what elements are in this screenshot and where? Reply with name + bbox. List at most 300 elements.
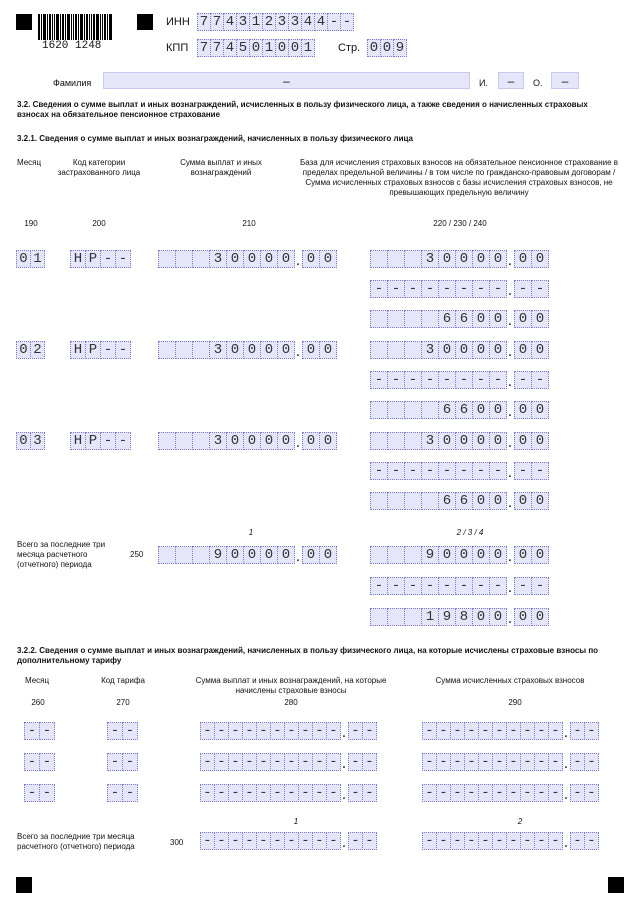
base-civil-contract-field-cell: - — [404, 371, 422, 389]
total-base-limit-field — [370, 546, 548, 564]
contrib-field-cell: - — [478, 784, 493, 802]
base-civil-contract-field — [370, 371, 548, 389]
base-civil-contract-field — [370, 280, 548, 298]
total-sum-field-cell: 0 — [277, 546, 295, 564]
contribution-field-cell: 0 — [472, 492, 490, 510]
month-field-322-cell: - — [24, 753, 40, 771]
contrib-field-cell: - — [534, 784, 549, 802]
total-base-limit-field-cell: 0 — [438, 546, 456, 564]
sum-field — [158, 432, 336, 450]
sum-field-decimal-cell: 0 — [302, 432, 320, 450]
sum-field-cell: 0 — [226, 250, 244, 268]
total-sum-field-cell: 0 — [260, 546, 278, 564]
sum-field-cell: 0 — [277, 250, 295, 268]
total-contrib-field-decimal-cell: - — [584, 832, 599, 850]
contribution-field-cell — [421, 310, 439, 328]
tariff-field-cell: - — [122, 784, 138, 802]
page-digits-cell: 0 — [367, 39, 381, 57]
contribution-field-cell: 6 — [438, 492, 456, 510]
base-limit-field-decimal-cell: 0 — [531, 250, 549, 268]
base-civil-contract-field-cell: - — [438, 462, 456, 480]
inn-digits-cell: 3 — [275, 13, 289, 31]
total-contribution-field-cell: 8 — [455, 608, 473, 626]
contribution-field-decimal-cell: 0 — [531, 310, 549, 328]
total-contrib-field-cell: - — [450, 832, 465, 850]
contribution-field-cell: 0 — [489, 401, 507, 419]
initial-i-label: И. — [479, 78, 488, 88]
contribution-field-cell — [404, 401, 422, 419]
col-contrib-header: Сумма исчисленных страховых взносов — [435, 676, 585, 685]
sum-field-322-decimal-cell: - — [362, 753, 377, 771]
category-field-cell: - — [100, 432, 116, 450]
base-limit-field-decimal-cell: 0 — [514, 341, 532, 359]
contribution-field-cell — [387, 492, 405, 510]
surname-field: – — [103, 72, 470, 89]
tariff-field-cell: - — [122, 753, 138, 771]
contribution-field-cell: 0 — [472, 401, 490, 419]
month-field — [16, 341, 44, 359]
contrib-field-cell: - — [478, 722, 493, 740]
month-field-cell: 0 — [16, 341, 31, 359]
tariff-field-cell: - — [122, 722, 138, 740]
inn-digits-cell: 3 — [288, 13, 302, 31]
decimal-point: . — [507, 464, 513, 481]
contrib-field-cell: - — [436, 722, 451, 740]
sum-field-322-cell: - — [284, 722, 299, 740]
total-sum-field-cell — [158, 546, 176, 564]
sum-field-322-decimal-cell: - — [348, 722, 363, 740]
kpp-digits-cell: 0 — [275, 39, 289, 57]
inn-digits — [197, 13, 353, 31]
month-field-cell: 3 — [30, 432, 45, 450]
total-sum-field-322-cell: - — [214, 832, 229, 850]
tariff-field-cell: - — [107, 784, 123, 802]
tariff-field — [107, 784, 137, 802]
inn-digits-cell: 1 — [249, 13, 263, 31]
page-digits-cell: 9 — [393, 39, 407, 57]
sum-field-322-cell: - — [256, 753, 271, 771]
contrib-field-decimal-cell: - — [584, 722, 599, 740]
sum-field-cell: 3 — [209, 432, 227, 450]
total-base-limit-field-cell — [404, 546, 422, 564]
code-280: 280 — [284, 698, 298, 707]
col-sum-header-322: Сумма выплат и иных вознаграждений, на которые начислены страховые взносы — [195, 676, 387, 695]
month-field-322-cell: - — [24, 722, 40, 740]
col-tariff-header: Код тарифа — [101, 676, 145, 685]
decimal-point: . — [563, 724, 569, 741]
page-digits — [367, 39, 406, 57]
sum-field-322-cell: - — [326, 753, 341, 771]
total-base-civil-field-decimal-cell: - — [514, 577, 532, 595]
contrib-field — [422, 753, 598, 771]
sum-field-cell — [158, 250, 176, 268]
month-field-cell: 0 — [16, 250, 31, 268]
contrib-field-decimal-cell: - — [570, 753, 585, 771]
section-3-2-title: 3.2. Сведения о сумме выплат и иных вознаграждений, исчисленных в пользу физического лица, а также сведения о начисленных страховых взносах на обязательное пенсионное страхование — [17, 100, 588, 119]
total-contribution-field-cell: 1 — [421, 608, 439, 626]
total-sum-field-cell — [192, 546, 210, 564]
base-limit-field-cell — [370, 341, 388, 359]
total-contrib-field-cell: - — [534, 832, 549, 850]
total-contrib-field-cell: - — [506, 832, 521, 850]
inn-digits-cell: 4 — [223, 13, 237, 31]
sum-field-cell — [192, 432, 210, 450]
corner-marker-bottom-left — [16, 877, 32, 893]
base-limit-field-cell: 0 — [472, 432, 490, 450]
total-300-label: Всего за последние три месяца расчетного (отчетного) периода — [17, 832, 135, 851]
total-base-limit-field-cell — [370, 546, 388, 564]
month-field-322-cell: - — [24, 784, 40, 802]
total-250-code: 250 — [130, 550, 144, 559]
page-digits-cell: 0 — [380, 39, 394, 57]
col-base-header: База для исчисления страховых взносов на обязательное пенсионное страхование в пределах предельной величины / в том числе по гражданско-правовым договорам / Сумма исчисленных страховых взносов с базы исчисления страховых взносов, не превышающих предельную величину — [299, 158, 619, 197]
decimal-point: . — [507, 312, 513, 329]
kpp-digits-cell: 1 — [301, 39, 315, 57]
col-month-header: Месяц — [16, 158, 42, 167]
contribution-field-cell — [387, 310, 405, 328]
base-civil-contract-field-cell: - — [438, 371, 456, 389]
sum-field-322-cell: - — [312, 753, 327, 771]
base-limit-field — [370, 341, 548, 359]
base-civil-contract-field-cell: - — [421, 280, 439, 298]
base-civil-contract-field-cell: - — [489, 462, 507, 480]
initial-i-field: – — [498, 72, 524, 89]
contribution-field-decimal-cell: 0 — [514, 401, 532, 419]
kpp-digits-cell: 4 — [223, 39, 237, 57]
contribution-field — [370, 492, 548, 510]
section-3-2-1-title: 3.2.1. Сведения о сумме выплат и иных вознаграждений, начисленных в пользу физического лица — [17, 134, 413, 143]
section-3-2-2-title: 3.2.2. Сведения о сумме выплат и иных вознаграждений, начисленных в пользу физического лица, на которые исчислены страховые взносы по дополнительному тарифу — [17, 646, 599, 665]
contrib-field-cell: - — [436, 784, 451, 802]
contribution-field-cell — [421, 492, 439, 510]
contrib-field-cell: - — [492, 722, 507, 740]
base-civil-contract-field-decimal-cell: - — [531, 462, 549, 480]
sum-field-322-cell: - — [284, 784, 299, 802]
contribution-field-cell: 0 — [472, 310, 490, 328]
total-contrib-field — [422, 832, 598, 850]
decimal-point: . — [507, 494, 513, 511]
kpp-digits-cell: 1 — [262, 39, 276, 57]
category-field — [70, 250, 130, 268]
base-limit-field-cell — [387, 432, 405, 450]
contrib-field-cell: - — [492, 753, 507, 771]
total-300-col2-label: 2 — [517, 817, 523, 826]
month-field-322 — [24, 784, 54, 802]
decimal-point: . — [507, 548, 513, 565]
sum-field-decimal-cell: 0 — [302, 341, 320, 359]
total-contribution-field-cell: 0 — [472, 608, 490, 626]
base-civil-contract-field-cell: - — [455, 371, 473, 389]
contrib-field-cell: - — [534, 753, 549, 771]
sum-field-cell: 0 — [260, 432, 278, 450]
base-civil-contract-field — [370, 462, 548, 480]
total-contrib-field-decimal-cell: - — [570, 832, 585, 850]
sum-field-322-cell: - — [242, 753, 257, 771]
kpp-digits-cell: 5 — [236, 39, 250, 57]
base-limit-field-decimal-cell: 0 — [531, 432, 549, 450]
contrib-field-decimal-cell: - — [570, 784, 585, 802]
contribution-field-cell: 6 — [455, 401, 473, 419]
total-sum-field-322-cell: - — [284, 832, 299, 850]
sum-field-322 — [200, 784, 376, 802]
total-sum-field-322 — [200, 832, 376, 850]
sum-field-322-cell: - — [270, 722, 285, 740]
sum-field-322-cell: - — [298, 753, 313, 771]
total-sum-field-322-cell: - — [228, 832, 243, 850]
code-210: 210 — [242, 219, 256, 228]
base-limit-field-cell: 0 — [489, 250, 507, 268]
sum-field-cell — [192, 250, 210, 268]
base-limit-field-cell — [387, 341, 405, 359]
category-field-cell: Р — [85, 250, 101, 268]
base-civil-contract-field-cell: - — [472, 462, 490, 480]
inn-digits-cell: - — [327, 13, 341, 31]
decimal-point: . — [341, 834, 347, 851]
contrib-field-cell: - — [548, 722, 563, 740]
total-base-limit-field-decimal-cell: 0 — [531, 546, 549, 564]
sum-field-322-cell: - — [200, 753, 215, 771]
sum-field-cell — [158, 432, 176, 450]
total-base-limit-field-cell: 0 — [455, 546, 473, 564]
sum-field-322-cell: - — [256, 784, 271, 802]
sum-field-cell — [175, 341, 193, 359]
tariff-field — [107, 722, 137, 740]
contrib-field-cell: - — [422, 753, 437, 771]
total-base-limit-field-cell: 0 — [489, 546, 507, 564]
total-base-limit-field-cell: 0 — [472, 546, 490, 564]
month-field-322-cell: - — [39, 784, 55, 802]
contrib-field-cell: - — [534, 722, 549, 740]
total-contrib-field-cell: - — [464, 832, 479, 850]
base-civil-contract-field-cell: - — [421, 371, 439, 389]
sum-field-322-cell: - — [326, 784, 341, 802]
contrib-field-cell: - — [450, 753, 465, 771]
total-sum-field-322-cell: - — [256, 832, 271, 850]
sum-field-cell — [192, 341, 210, 359]
contribution-field-decimal-cell: 0 — [514, 492, 532, 510]
total-contribution-field-cell: 9 — [438, 608, 456, 626]
contrib-field-cell: - — [436, 753, 451, 771]
code-270: 270 — [116, 698, 130, 707]
sum-field-cell: 0 — [277, 432, 295, 450]
decimal-point: . — [563, 786, 569, 803]
sum-field-322-decimal-cell: - — [348, 753, 363, 771]
decimal-point: . — [563, 755, 569, 772]
inn-digits-cell: 4 — [301, 13, 315, 31]
sum-field-322-cell: - — [242, 784, 257, 802]
sum-field — [158, 250, 336, 268]
month-field — [16, 432, 44, 450]
base-limit-field-cell — [370, 250, 388, 268]
sum-field-322-cell: - — [200, 784, 215, 802]
contrib-field-decimal-cell: - — [584, 784, 599, 802]
contribution-field-cell: 6 — [438, 310, 456, 328]
total-sum-field-322-cell: - — [270, 832, 285, 850]
total-contrib-field-cell: - — [520, 832, 535, 850]
code-190: 190 — [24, 219, 38, 228]
contribution-field-decimal-cell: 0 — [514, 310, 532, 328]
sum-field-cell: 3 — [209, 250, 227, 268]
base-limit-field-cell: 3 — [421, 432, 439, 450]
category-field-cell: - — [100, 250, 116, 268]
total-contribution-field-cell — [370, 608, 388, 626]
sum-field-decimal-cell: 0 — [319, 432, 337, 450]
contrib-field-cell: - — [478, 753, 493, 771]
total-sum-field-cell — [175, 546, 193, 564]
inn-digits-cell: 7 — [197, 13, 211, 31]
total-contrib-field-cell: - — [478, 832, 493, 850]
base-limit-field-cell — [387, 250, 405, 268]
sum-field-322-cell: - — [214, 722, 229, 740]
month-field-cell: 2 — [30, 341, 45, 359]
contribution-field — [370, 310, 548, 328]
decimal-point: . — [295, 343, 301, 360]
base-limit-field-cell — [370, 432, 388, 450]
sum-field-322-cell: - — [242, 722, 257, 740]
total-250-label: Всего за последние три месяца расчетного (отчетного) периода — [17, 540, 106, 569]
contrib-field-cell: - — [520, 784, 535, 802]
decimal-point: . — [507, 343, 513, 360]
sum-field-322-decimal-cell: - — [362, 784, 377, 802]
sum-field-cell: 0 — [277, 341, 295, 359]
total-contrib-field-cell: - — [548, 832, 563, 850]
contrib-field — [422, 722, 598, 740]
code-260: 260 — [31, 698, 45, 707]
inn-digits-cell: 3 — [236, 13, 250, 31]
col-month-header-322: Месяц — [24, 676, 50, 685]
total-sum-field-322-cell: - — [326, 832, 341, 850]
total-sum-field-cell: 0 — [243, 546, 261, 564]
sum-field-322 — [200, 722, 376, 740]
base-limit-field-cell: 3 — [421, 341, 439, 359]
base-limit-field-decimal-cell: 0 — [514, 250, 532, 268]
kpp-digits-cell: 7 — [210, 39, 224, 57]
category-field — [70, 341, 130, 359]
contrib-field — [422, 784, 598, 802]
sum-field-322 — [200, 753, 376, 771]
decimal-point: . — [341, 755, 347, 772]
code-220-230-240: 220 / 230 / 240 — [433, 219, 487, 228]
total-col1-label: 1 — [248, 528, 254, 537]
sum-field-decimal-cell: 0 — [319, 341, 337, 359]
page-label: Стр. — [338, 42, 361, 54]
contribution-field-cell: 6 — [438, 401, 456, 419]
contrib-field-cell: - — [506, 722, 521, 740]
surname-label: Фамилия — [53, 78, 92, 88]
base-limit-field-cell — [404, 250, 422, 268]
sum-field-322-cell: - — [312, 784, 327, 802]
sum-field-322-cell: - — [214, 753, 229, 771]
base-civil-contract-field-decimal-cell: - — [531, 371, 549, 389]
total-contribution-field — [370, 608, 548, 626]
decimal-point: . — [507, 252, 513, 269]
initial-o-field: – — [551, 72, 579, 89]
base-civil-contract-field-cell: - — [387, 371, 405, 389]
contribution-field-cell — [404, 310, 422, 328]
kpp-digits-cell: 0 — [288, 39, 302, 57]
contrib-field-cell: - — [422, 784, 437, 802]
sum-field-decimal-cell: 0 — [302, 250, 320, 268]
total-sum-field-322-cell: - — [312, 832, 327, 850]
total-sum-field-322-cell: - — [200, 832, 215, 850]
base-civil-contract-field-cell: - — [404, 280, 422, 298]
sum-field-322-cell: - — [214, 784, 229, 802]
total-base-civil-field — [370, 577, 548, 595]
decimal-point: . — [563, 834, 569, 851]
contribution-field-cell — [370, 310, 388, 328]
contribution-field-cell: 6 — [455, 492, 473, 510]
decimal-point: . — [507, 610, 513, 627]
tariff-field-cell: - — [107, 753, 123, 771]
total-base-civil-field-decimal-cell: - — [531, 577, 549, 595]
contrib-field-cell: - — [464, 753, 479, 771]
total-300-col1-label: 1 — [293, 817, 299, 826]
total-300-code: 300 — [170, 838, 184, 847]
category-field-cell: Н — [70, 341, 86, 359]
base-limit-field-cell — [404, 341, 422, 359]
sum-field-322-cell: - — [298, 722, 313, 740]
decimal-point: . — [507, 373, 513, 390]
inn-digits-cell: 2 — [262, 13, 276, 31]
contribution-field — [370, 401, 548, 419]
decimal-point: . — [341, 724, 347, 741]
base-limit-field-cell: 0 — [472, 341, 490, 359]
sum-field-cell — [175, 432, 193, 450]
total-base-civil-field-cell: - — [370, 577, 388, 595]
base-limit-field-cell: 0 — [455, 341, 473, 359]
base-limit-field-cell: 3 — [421, 250, 439, 268]
sum-field-cell: 0 — [243, 432, 261, 450]
contrib-field-cell: - — [450, 784, 465, 802]
corner-marker-top-left — [16, 14, 32, 30]
contribution-field-cell — [387, 401, 405, 419]
total-sum-field-decimal-cell: 0 — [319, 546, 337, 564]
category-field-cell: - — [100, 341, 116, 359]
total-contribution-field-cell — [387, 608, 405, 626]
base-civil-contract-field-cell: - — [370, 280, 388, 298]
month-field-322 — [24, 753, 54, 771]
category-field — [70, 432, 130, 450]
sum-field — [158, 341, 336, 359]
decimal-point: . — [507, 579, 513, 596]
tariff-field — [107, 753, 137, 771]
contribution-field-cell — [421, 401, 439, 419]
contrib-field-cell: - — [548, 784, 563, 802]
base-civil-contract-field-cell: - — [421, 462, 439, 480]
total-contrib-field-cell: - — [422, 832, 437, 850]
sum-field-cell: 0 — [260, 341, 278, 359]
total-contribution-field-cell: 0 — [489, 608, 507, 626]
sum-field-cell: 0 — [226, 341, 244, 359]
sum-field-322-cell: - — [326, 722, 341, 740]
decimal-point: . — [295, 548, 301, 565]
total-base-civil-field-cell: - — [404, 577, 422, 595]
month-field-322-cell: - — [39, 722, 55, 740]
total-sum-field-322-cell: - — [298, 832, 313, 850]
contribution-field-cell: 0 — [489, 310, 507, 328]
base-limit-field — [370, 432, 548, 450]
contribution-field-cell — [404, 492, 422, 510]
decimal-point: . — [507, 282, 513, 299]
base-limit-field-cell: 0 — [455, 432, 473, 450]
base-civil-contract-field-cell: - — [387, 280, 405, 298]
sum-field-322-cell: - — [270, 784, 285, 802]
base-civil-contract-field-cell: - — [472, 280, 490, 298]
sum-field-322-cell: - — [228, 753, 243, 771]
kpp-label: КПП — [166, 42, 189, 54]
sum-field-cell — [158, 341, 176, 359]
base-limit-field — [370, 250, 548, 268]
